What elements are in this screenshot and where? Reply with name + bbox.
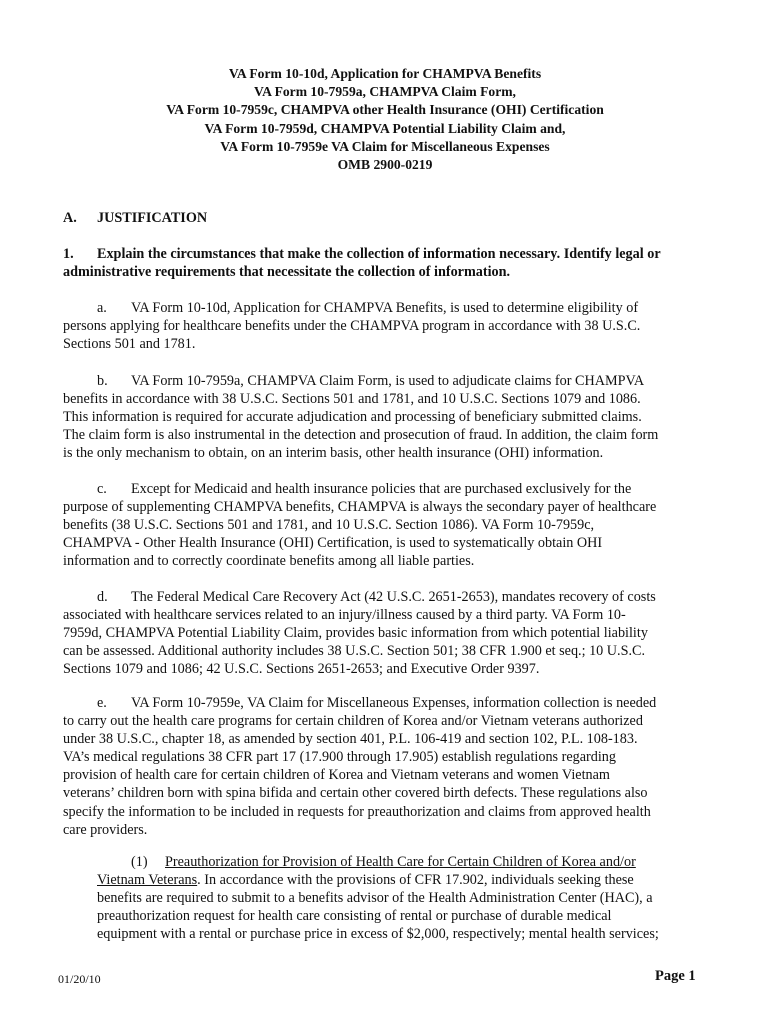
paragraph-c	[63, 480, 708, 570]
paragraph-line: benefits (38 U.S.C. Sections 501 and 1781, and 10 U.S.C. Section 1086). VA Form 10-7959c,	[63, 517, 595, 534]
question-text: Explain the circumstances that make the collection of information necessary. Identify legal or	[97, 246, 661, 262]
paragraph-line: VA’s medical regulations 38 CFR part 17 (17.900 through 17.905) establish regulations regarding	[63, 749, 616, 766]
question-number: 1.	[63, 246, 74, 262]
question-1	[63, 245, 708, 281]
title-line: VA Form 10-7959a, CHAMPVA Claim Form,	[254, 84, 516, 100]
section-letter: A.	[63, 210, 77, 226]
paragraph-line: specify the information to be included in requests for preauthorization and claims from approved health	[63, 803, 651, 820]
paragraph-line: This information is required for accurate adjudication and processing of beneficiary submitted claims.	[63, 409, 642, 426]
paragraph-line: benefits are required to submit to a benefits advisor of the Health Administration Center (HAC), a	[97, 890, 653, 907]
paragraph-a	[63, 299, 708, 353]
title-line: VA Form 10-10d, Application for CHAMPVA Benefits	[228, 66, 542, 81]
paragraph-line: benefits in accordance with 38 U.S.C. Sections 501 and 1781, and 10 U.S.C. Sections 1079 and 1086.	[63, 391, 641, 408]
subparagraph-heading: Vietnam Veterans	[97, 872, 198, 889]
title-line: VA Form 10-7959e VA Claim for Miscellaneous Expenses	[220, 138, 550, 154]
paragraph-line: VA Form 10-10d, Application for CHAMPVA Benefits, is used to determine eligibility of	[131, 300, 639, 316]
paragraph-line: Sections 1079 and 1086; 42 U.S.C. Sections 2651-2653; and Executive Order 9397.	[63, 661, 540, 678]
paragraph-line: can be assessed. Additional authority includes 38 U.S.C. Section 501; 38 CFR 1.900 et seq.; 10 U.S.C.	[63, 643, 646, 660]
paragraph-line: to carry out the health care programs for certain children of Korea and/or Vietnam veterans authorized	[63, 713, 643, 730]
paragraph-line: Except for Medicaid and health insurance policies that are purchased exclusively for the	[131, 481, 632, 497]
paragraph-line: VA Form 10-7959e, VA Claim for Miscellaneous Expenses, information collection is needed	[131, 695, 657, 711]
title-line: VA Form 10-7959d, CHAMPVA Potential Liability Claim and,	[204, 120, 566, 136]
paragraph-line: VA Form 10-7959a, CHAMPVA Claim Form, is used to adjudicate claims for CHAMPVA	[131, 373, 645, 389]
section-title: JUSTIFICATION	[97, 210, 208, 226]
paragraph-line: equipment with a rental or purchase price in excess of $2,000, respectively; mental health services;	[97, 926, 659, 943]
paragraph-line: Sections 501 and 1781.	[63, 336, 196, 353]
subparagraph-1	[97, 853, 709, 943]
paragraph-d	[63, 588, 708, 678]
title-line: VA Form 10-7959c, CHAMPVA other Health Insurance (OHI) Certification	[166, 102, 604, 118]
paragraph-line: purpose of supplementing CHAMPVA benefits, CHAMPVA is always the secondary payer of healthcare	[63, 499, 657, 516]
paragraph-line: persons applying for healthcare benefits under the CHAMPVA program in accordance with 38 U.S.C.	[63, 318, 641, 335]
paragraph-e	[63, 694, 708, 839]
paragraph-line: 7959d, CHAMPVA Potential Liability Claim, provides basic information from which potential liability	[63, 625, 648, 642]
paragraph-line: veterans’ children born with spina bifida and certain other covered birth defects. These regulations also	[63, 785, 648, 802]
paragraph-label: d.	[97, 589, 108, 605]
paragraph-line: . In accordance with the provisions of CFR 17.902, individuals seeking these	[197, 872, 634, 889]
paragraph-line: information and to correctly coordinate benefits among all liable parties.	[63, 553, 475, 570]
title-line: OMB 2900-0219	[337, 157, 433, 173]
document-title	[0, 65, 770, 174]
paragraph-line: under 38 U.S.C., chapter 18, as amended by section 401, P.L. 106-419 and section 102, P.L. 108-183.	[63, 731, 638, 748]
question-text: administrative requirements that necessitate the collection of information.	[63, 264, 511, 281]
paragraph-line: The claim form is also instrumental in the detection and prosecution of fraud. In addition, the claim form	[63, 427, 659, 444]
paragraph-label: a.	[97, 300, 107, 316]
paragraph-line: preauthorization request for health care consisting of rental or purchase of durable medical	[97, 908, 612, 925]
page-number: Page 1	[655, 968, 696, 984]
paragraph-line: is the only mechanism to obtain, on an interim basis, other health insurance (OHI) information.	[63, 445, 604, 462]
section-heading	[63, 209, 207, 227]
paragraph-line: CHAMPVA - Other Health Insurance (OHI) Certification, is used to systematically obtain OHI	[63, 535, 603, 552]
paragraph-label: e.	[97, 695, 107, 711]
footer-date: 01/20/10	[58, 972, 101, 986]
paragraph-label: c.	[97, 481, 107, 497]
paragraph-line: The Federal Medical Care Recovery Act (42 U.S.C. 2651-2653), mandates recovery of costs	[131, 589, 656, 605]
paragraph-line: care providers.	[63, 821, 148, 838]
paragraph-b	[63, 372, 708, 462]
paragraph-label: b.	[97, 373, 108, 389]
subparagraph-heading: Preauthorization for Provision of Health Care for Certain Children of Korea and/or	[165, 854, 636, 870]
subparagraph-label: (1)	[131, 854, 148, 870]
paragraph-line: associated with healthcare services related to an injury/illness caused by a third party. VA Form 10-	[63, 607, 626, 624]
paragraph-line: provision of health care for certain children of Korea and Vietnam veterans and women Vietnam	[63, 767, 610, 784]
